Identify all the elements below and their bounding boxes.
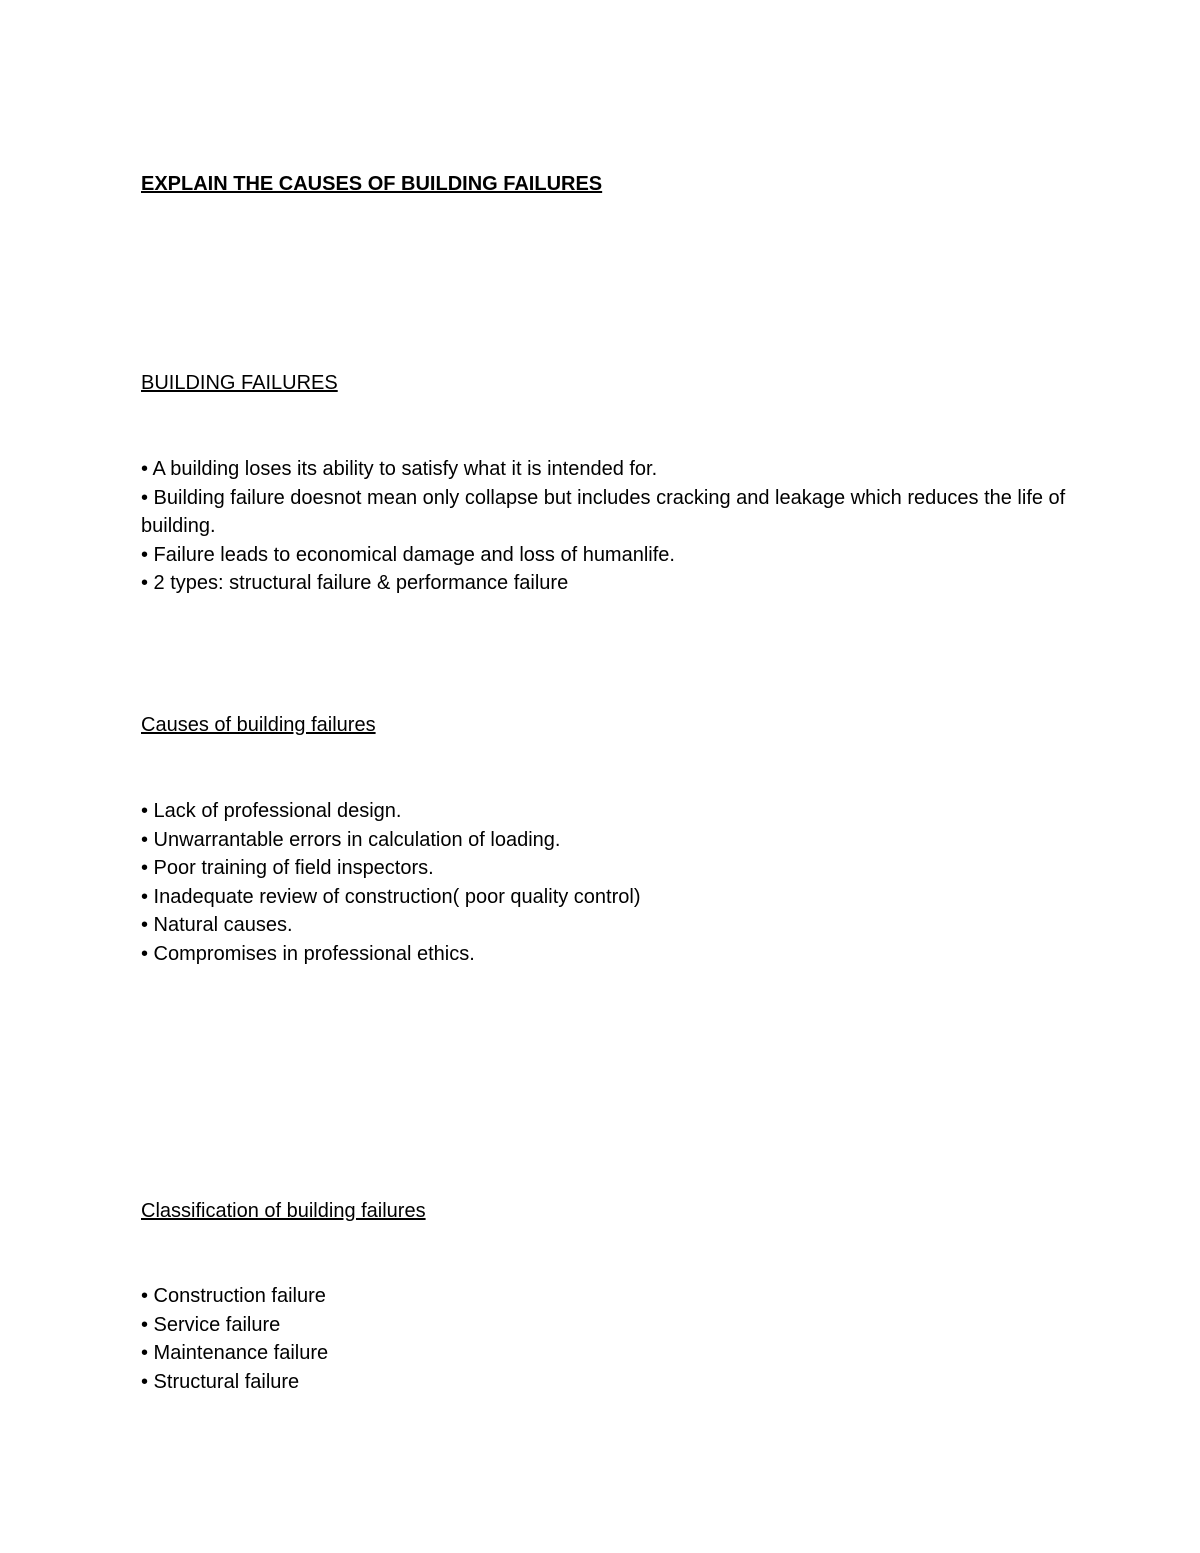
classification-list: [141, 1282, 1071, 1396]
list-item: • Inadequate review of construction( poor quality control): [141, 885, 641, 908]
document-title: EXPLAIN THE CAUSES OF BUILDING FAILURES: [141, 173, 603, 195]
list-item: • 2 types: structural failure & performance failure: [141, 572, 569, 594]
list-item: • Unwarrantable errors in calculation of loading.: [141, 828, 561, 851]
section-heading-building-failures: BUILDING FAILURES: [141, 372, 338, 394]
list-item: • Structural failure: [141, 1370, 300, 1393]
building-failures-list: [141, 455, 1071, 598]
list-item: • A building loses its ability to satisfy what it is intended for.: [141, 458, 658, 480]
section-heading-causes: Causes of building failures: [141, 714, 376, 736]
list-item: • Construction failure: [141, 1285, 326, 1307]
causes-list: [141, 797, 1071, 968]
list-item: • Failure leads to economical damage and loss of humanlife.: [141, 543, 675, 566]
list-item: • Poor training of field inspectors.: [141, 857, 434, 879]
list-item: • Maintenance failure: [141, 1342, 329, 1364]
list-item: • Compromises in professional ethics.: [141, 942, 475, 965]
list-item: • Lack of professional design.: [141, 800, 402, 822]
list-item: • Service failure: [141, 1313, 281, 1336]
list-item: • Natural causes.: [141, 914, 293, 936]
section-heading-classification: Classification of building failures: [141, 1200, 426, 1222]
list-item: • Building failure doesnot mean only collapse but includes cracking and leakage which reduces the life of building.: [141, 486, 1066, 537]
